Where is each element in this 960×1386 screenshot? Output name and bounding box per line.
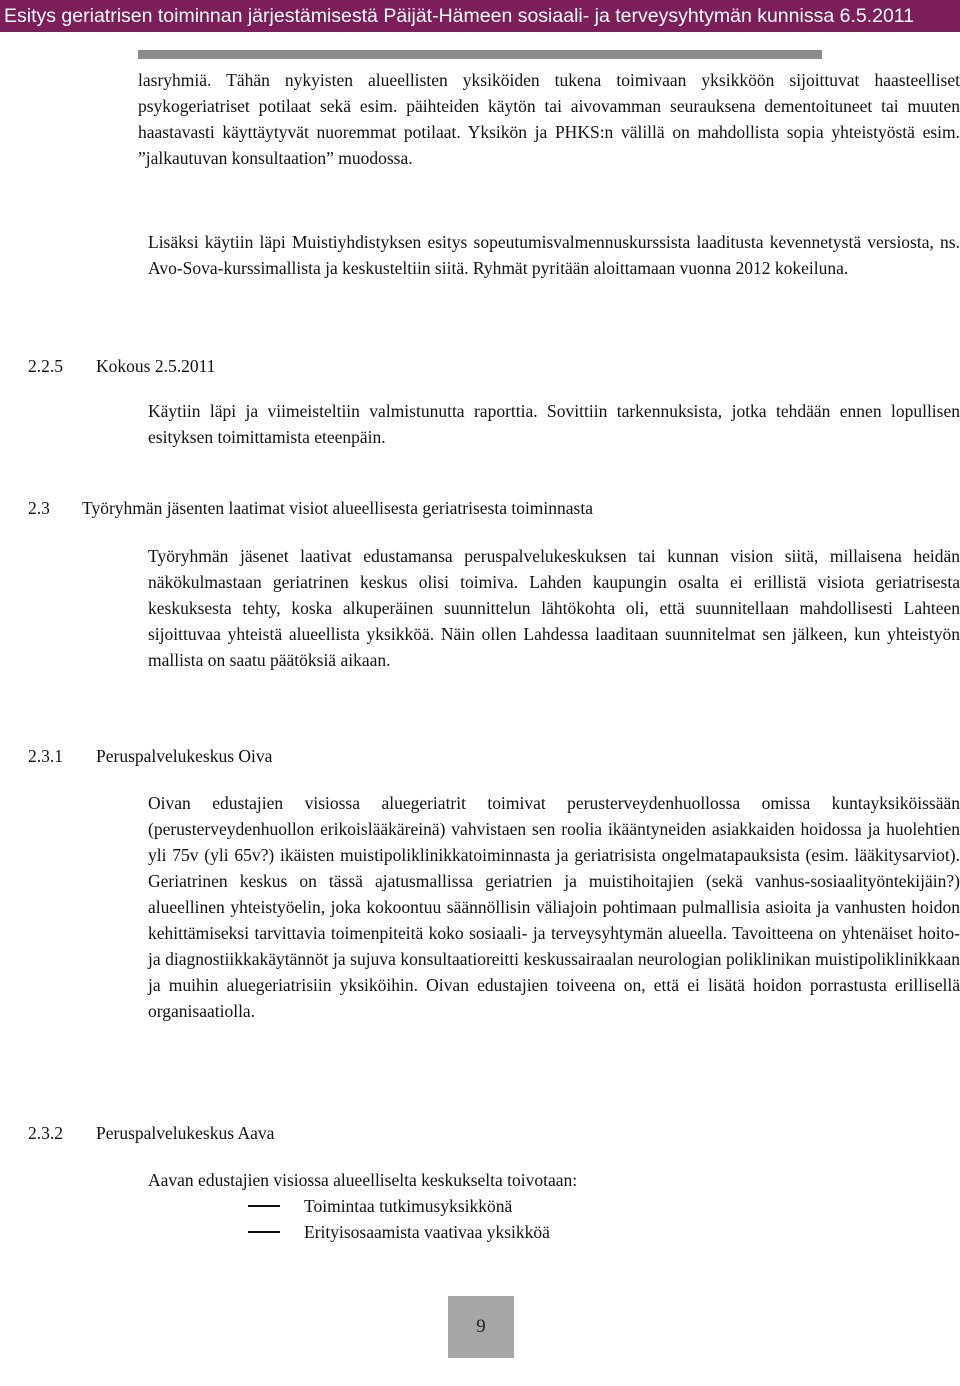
aava-bullet-list <box>248 1193 948 1245</box>
section-number: 2.2.5 <box>28 356 63 376</box>
section-title: Peruspalvelukeskus Oiva <box>96 746 273 766</box>
section-title: Peruspalvelukeskus Aava <box>96 1123 275 1143</box>
list-item <box>248 1219 948 1245</box>
section-number: 2.3.1 <box>28 746 63 766</box>
page-number: 9 <box>448 1296 514 1358</box>
dash-bullet-icon <box>248 1205 280 1207</box>
section-number: 2.3 <box>28 498 50 518</box>
section-title: Kokous 2.5.2011 <box>96 356 216 376</box>
paragraph-kokous: Käytiin läpi ja viimeisteltiin valmistunutta raporttia. Sovittiin tarkennuksista, jotka tehdään ennen lopullisen esityksen toimittamista eteenpäin. <box>148 401 960 447</box>
document-title-bar: Esitys geriatrisen toiminnan järjestämisestä Päijät-Hämeen sosiaali- ja terveysyhtymän kunnissa 6.5.2011 <box>0 0 960 32</box>
list-item <box>248 1193 948 1219</box>
paragraph-aava: Aavan edustajien visiossa alueelliselta keskukselta toivotaan: <box>148 1170 578 1190</box>
dash-bullet-icon <box>248 1231 280 1233</box>
section-title: Työryhmän jäsenten laatimat visiot alueellisesta geriatrisesta toiminnasta <box>82 498 593 518</box>
list-item-text: Erityisosaamista vaativaa yksikköä <box>304 1222 550 1242</box>
paragraph-oiva: Oivan edustajien visiossa aluegeriatrit toimivat perusterveydenhuollossa omissa kuntayksiköissään (perusterveydenhuollon erikoislääkäreinä) vahvistaen sen roolia ikääntyneiden asiakkaiden hoidossa ja huolehtien yli 75v (yli 65v?) ikäisten muistipoliklinikkatoiminnasta ja geriatrisista ongelmatapauksista (esim. lääkitysarviot). Geriatrinen keskus on tässä ajatusmallissa geriatrien ja muistihoitajien (sekä vanhus-sosiaalityöntekijäin?) alueellinen yhteistyöelin, joka kokoontuu säännöllisin väliajoin pohtimaan pulmallisia asioita ja vanhusten hoidon kehittämiseksi tarvittavia toimenpiteitä koko sosiaali- ja terveysyhtymän alueella. Tavoitteena on yhtenäiset hoito- ja diagnostiikkakäytännöt ja sujuva konsultaatioreitti keskussairaalan neurologian poliklinikan muistipoliklinikkaan ja muihin aluegeriatrisiin yksiköihin. Oivan edustajien toiveena on, että ei lisätä hoidon porrastusta erillisellä organisaatiolla. <box>148 793 960 1021</box>
paragraph-avo-sova: Lisäksi käytiin läpi Muistiyhdistyksen esitys sopeutumisvalmennuskurssista laaditusta kevennetystä versiosta, ns. Avo-Sova-kurssimallista ja keskusteltiin siitä. Ryhmät pyritään aloittamaan vuonna 2012 kokeiluna. <box>148 232 960 278</box>
list-item-text: Toimintaa tutkimusyksikkönä <box>304 1196 513 1216</box>
paragraph-continuation: lasryhmiä. Tähän nykyisten alueellisten yksiköiden tukena toimivaan yksikköön sijoittuvat haasteelliset psykogeriatriset potilaat sekä esim. päihteiden käytön tai aivovamman seurauksena dementoituneet tai muuten haastavasti käyttäytyvät nuoremmat potilaat. Yksikön ja PHKS:n välillä on mahdollista sopia yhteistyöstä esim. ”jalkautuvan konsultaation” muodossa. <box>138 70 960 168</box>
paragraph-visiot: Työryhmän jäsenet laativat edustamansa peruspalvelukeskuksen tai kunnan vision siitä, millaisena heidän näkökulmastaan geriatrinen keskus olisi toimiva. Lahden kaupungin osalta ei erillistä visiota geriatrisesta keskuksesta tehty, koska alkuperäinen suunnittelun lähtökohta oli, että suunnitellaan mahdollisesti Lahteen sijoittuvaa yhteistä alueellista yksikköä. Näin ollen Lahdessa laaditaan suunnitelmat sen jälkeen, kun yhteistyön mallista on saatu päätöksiä aikaan. <box>148 546 960 670</box>
section-number: 2.3.2 <box>28 1123 63 1143</box>
header-rule <box>138 50 822 59</box>
